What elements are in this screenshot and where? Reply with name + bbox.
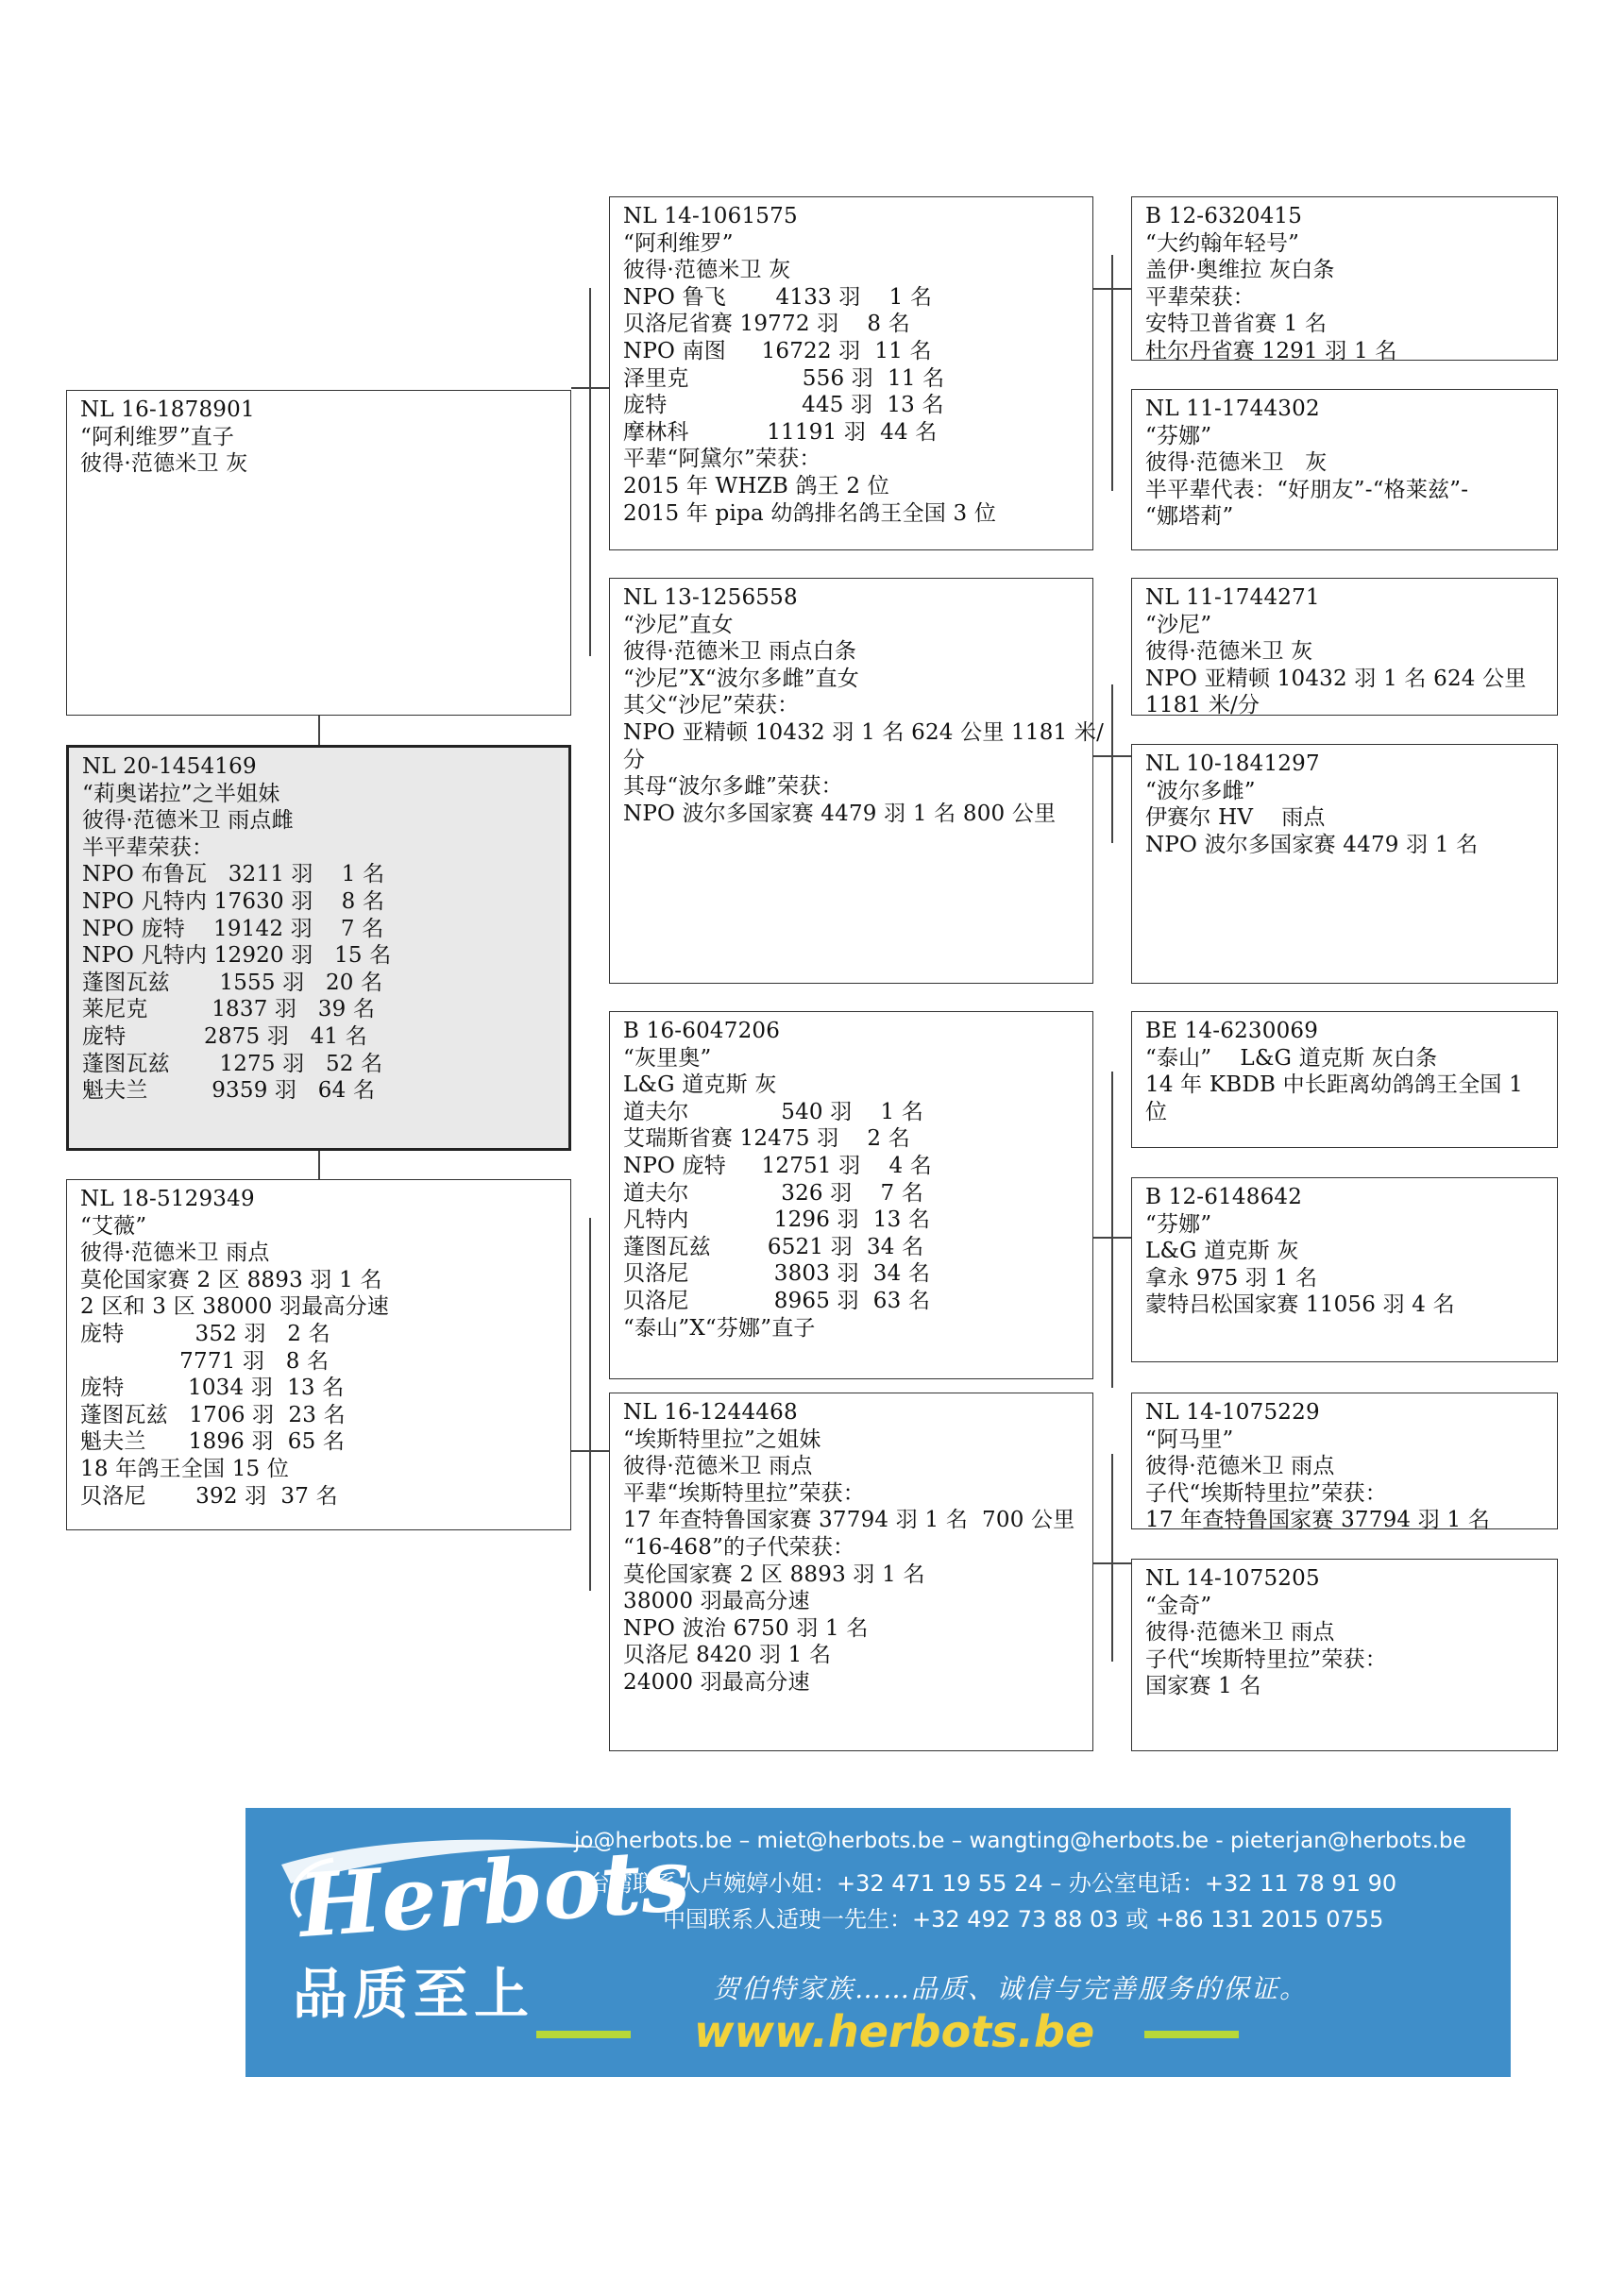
accent-bar-left: [536, 2031, 631, 2038]
dam-line: 2 区和 3 区 38000 羽最高分速: [80, 1294, 389, 1320]
gen3-card: [1131, 1011, 1558, 1148]
connector: [589, 1218, 591, 1591]
accent-bar-right: [1144, 2031, 1239, 2038]
gen2-line: NPO 鲁飞 4133 羽 1 名: [623, 284, 933, 310]
subject-line: “莉奥诺拉”之半姐妹: [82, 781, 280, 806]
gen3-line: 杜尔丹省赛 1291 羽 1 名: [1145, 338, 1397, 363]
gen3-line: 17 年查特鲁国家赛 37794 羽 1 名: [1145, 1508, 1491, 1533]
taiwan-contact: 台湾联系人卢婉婷小姐：+32 471 19 55 24 – 办公室电话：+32 11 78 91 90: [587, 1870, 1397, 1897]
gen2-line: “埃斯特里拉”之姐妹: [623, 1427, 821, 1452]
motto: 贺伯特家族……品质、诚信与完善服务的保证。: [713, 1973, 1309, 2004]
email-line[interactable]: jo@herbots.be – miet@herbots.be – wangting@herbots.be - pieterjan@herbots.be: [574, 1829, 1466, 1853]
gen2-line: “泰山”X“芬娜”直子: [623, 1315, 816, 1341]
gen3-line: NL 10-1841297: [1145, 751, 1320, 776]
gen2-line: NPO 南图 16722 羽 11 名: [623, 338, 932, 363]
subject-card: [66, 745, 571, 1151]
gen2-line: 贝洛尼 8420 羽 1 名: [623, 1643, 832, 1668]
gen3-line: NL 11-1744271: [1145, 585, 1320, 610]
gen2-line: “灰里奥”: [623, 1045, 712, 1071]
dam-line: 莫伦国家赛 2 区 8893 羽 1 名: [80, 1267, 382, 1292]
gen2-line: 其父“沙尼”荣获：: [623, 693, 800, 718]
granddam-maternal-card: [609, 1393, 1093, 1751]
gen3-line: 子代“埃斯特里拉”荣获：: [1145, 1646, 1387, 1672]
subject-line: 半平辈荣获：: [82, 835, 214, 860]
dam-line: “艾薇”: [80, 1213, 147, 1239]
highlight-name: 莉奥诺拉: [93, 781, 181, 806]
connector: [1111, 1454, 1113, 1662]
gen3-line: BE 14-6230069: [1145, 1019, 1319, 1043]
gen2-line: 分: [623, 747, 646, 772]
connector: [318, 715, 320, 745]
connector: [1111, 255, 1113, 491]
gen3-line: 子代“埃斯特里拉”荣获：: [1145, 1480, 1387, 1506]
gen3-line: “芬娜”: [1145, 423, 1212, 448]
subject-line: 庞特 2875 羽 41 名: [82, 1023, 367, 1049]
gen3-card: [1131, 1559, 1558, 1751]
subject-line: 莱尼克 1837 羽 39 名: [82, 997, 376, 1022]
gen2-line: NPO 庞特 12751 羽 4 名: [623, 1153, 932, 1178]
gen2-line: “16-468”的子代荣获：: [623, 1534, 855, 1560]
sire-line: “阿利维罗”直子: [80, 424, 235, 449]
connector: [1111, 1072, 1113, 1388]
gen2-line: “阿利维罗”: [623, 230, 734, 256]
gen3-line: “娜塔莉”: [1145, 504, 1234, 530]
gen3-line: 平辈荣获：: [1145, 284, 1255, 310]
gen2-line: 平辈“埃斯特里拉”荣获：: [623, 1480, 865, 1506]
gen2-line: NL 13-1256558: [623, 585, 798, 610]
subject-line: 彼得·范德米卫 雨点雌: [82, 808, 294, 834]
gen2-line: 庞特 445 羽 13 名: [623, 393, 944, 418]
gen3-line: 半平辈代表：“好朋友”-“格莱兹”-: [1145, 477, 1469, 502]
dam-line: 魁夫兰 1896 羽 65 名: [80, 1429, 346, 1455]
gen3-card: [1131, 1177, 1558, 1362]
gen2-line: 摩林科 11191 羽 44 名: [623, 419, 938, 445]
gen3-line: “大约翰年轻号”: [1145, 230, 1300, 256]
gen2-line: NPO 亚精顿 10432 羽 1 名 624 公里 1181 米/: [623, 719, 1105, 745]
gen3-line: NPO 波尔多国家赛 4479 羽 1 名: [1145, 832, 1479, 857]
slogan: 品质至上: [293, 1962, 535, 2026]
gen3-line: 伊赛尔 HV 雨点: [1145, 805, 1326, 831]
subject-line: NPO 凡特内 12920 羽 15 名: [82, 943, 392, 969]
gen2-line: NL 16-1244468: [623, 1400, 798, 1425]
gen3-line: 蒙特吕松国家赛 11056 羽 4 名: [1145, 1292, 1455, 1318]
gen3-line: “沙尼”: [1145, 612, 1212, 637]
granddam-paternal-card: [609, 578, 1105, 984]
website-link[interactable]: www.herbots.be: [694, 2006, 1095, 2057]
connector: [318, 1151, 320, 1179]
gen2-line: 贝洛尼 8965 羽 63 名: [623, 1288, 931, 1313]
gen3-line: 国家赛 1 名: [1145, 1674, 1261, 1699]
subject-line: NPO 布鲁瓦 3211 羽 1 名: [82, 862, 385, 887]
gen2-line: 彼得·范德米卫 雨点: [623, 1454, 813, 1479]
grandsire-maternal-card: [609, 1011, 1093, 1379]
subject-line: 蓬图瓦兹 1555 羽 20 名: [82, 970, 383, 995]
gen3-line: 彼得·范德米卫 雨点: [1145, 1454, 1335, 1479]
gen3-line: 1181 米/分: [1145, 693, 1260, 718]
dam-line: 贝洛尼 392 羽 37 名: [80, 1483, 338, 1509]
sire-line: 彼得·范德米卫 灰: [80, 451, 248, 477]
dam-line: 彼得·范德米卫 雨点: [80, 1241, 270, 1266]
gen2-line: 其母“波尔多雌”荣获：: [623, 774, 843, 800]
gen3-card: [1131, 744, 1558, 984]
gen2-line: 2015 年 WHZB 鸽王 2 位: [623, 473, 889, 498]
gen2-line: 38000 羽最高分速: [623, 1589, 810, 1614]
connector: [589, 288, 591, 656]
gen3-line: 拿永 975 羽 1 名: [1145, 1265, 1318, 1291]
sire-line: NL 16-1878901: [80, 397, 255, 422]
subject-line: NPO 庞特 19142 羽 7 名: [82, 916, 384, 941]
dam-card: [66, 1179, 571, 1530]
gen3-card: [1131, 1393, 1558, 1533]
gen2-line: NPO 波尔多国家赛 4479 羽 1 名 800 公里: [623, 801, 1057, 826]
gen3-line: 彼得·范德米卫 灰: [1145, 639, 1313, 665]
gen3-line: 彼得·范德米卫 灰: [1145, 450, 1328, 476]
gen2-line: “沙尼”X“波尔多雌”直女: [623, 666, 860, 691]
gen2-line: 蓬图瓦兹 6521 羽 34 名: [623, 1234, 924, 1259]
china-contact: 中国联系人适㻀一先生：+32 492 73 88 03 或 +86 131 2015 0755: [663, 1906, 1384, 1933]
gen2-line: 17 年查特鲁国家赛 37794 羽 1 名 700 公里: [623, 1508, 1075, 1533]
sire-card: [66, 390, 571, 716]
subject-line: 蓬图瓦兹 1275 羽 52 名: [82, 1051, 383, 1076]
gen2-line: 平辈“阿黛尔”荣获：: [623, 447, 821, 472]
gen2-line: 贝洛尼省赛 19772 羽 8 名: [623, 312, 910, 337]
gen3-line: NL 14-1075229: [1145, 1400, 1320, 1425]
gen3-card: [1131, 578, 1558, 716]
gen2-line: NPO 波治 6750 羽 1 名: [623, 1615, 869, 1641]
gen3-line: 彼得·范德米卫 雨点: [1145, 1620, 1335, 1646]
grandsire-paternal-card: [609, 196, 1093, 550]
gen2-line: 彼得·范德米卫 雨点白条: [623, 639, 857, 665]
dam-line: 庞特 1034 羽 13 名: [80, 1376, 345, 1401]
gen3-line: “阿马里”: [1145, 1427, 1234, 1452]
gen2-line: 凡特内 1296 羽 13 名: [623, 1207, 931, 1233]
gen3-card: [1131, 196, 1558, 361]
gen2-line: NL 14-1061575: [623, 204, 798, 228]
dam-line: NL 18-5129349: [80, 1187, 255, 1211]
gen3-line: “泰山” L&G 道克斯 灰白条: [1145, 1045, 1438, 1071]
gen2-line: 艾瑞斯省赛 12475 羽 2 名: [623, 1126, 910, 1152]
gen2-line: 道夫尔 540 羽 1 名: [623, 1099, 924, 1124]
gen3-line: 位: [1145, 1099, 1168, 1124]
gen3-line: 安特卫普省赛 1 名: [1145, 312, 1328, 337]
dam-line: 庞特 352 羽 2 名: [80, 1321, 330, 1346]
gen3-line: NPO 亚精顿 10432 羽 1 名 624 公里: [1145, 666, 1527, 691]
gen3-line: “芬娜”: [1145, 1211, 1212, 1237]
gen3-line: “金奇”: [1145, 1593, 1212, 1618]
gen2-line: 2015 年 pipa 幼鸽排名鸽王全国 3 位: [623, 500, 997, 526]
dam-line: 18 年鸽王全国 15 位: [80, 1456, 290, 1481]
gen3-line: B 12-6320415: [1145, 204, 1303, 228]
gen3-line: B 12-6148642: [1145, 1185, 1303, 1209]
gen3-line: L&G 道克斯 灰: [1145, 1239, 1299, 1264]
gen3-line: 14 年 KBDB 中长距离幼鸽鸽王全国 1: [1145, 1072, 1523, 1098]
subject-line: NPO 凡特内 17630 羽 8 名: [82, 888, 385, 914]
gen2-line: 道夫尔 326 羽 7 名: [623, 1180, 924, 1206]
gen2-line: B 16-6047206: [623, 1019, 781, 1043]
subject-ring-number: NL 20-1454169: [82, 754, 257, 779]
gen3-line: NL 11-1744302: [1145, 397, 1320, 421]
footer-banner: [245, 1808, 1511, 2077]
gen3-line: “波尔多雌”: [1145, 778, 1256, 803]
brand-name: Herbots: [296, 1828, 693, 1958]
gen2-line: L&G 道克斯 灰: [623, 1072, 777, 1098]
connector: [1111, 684, 1113, 843]
subject-line: 魁夫兰 9359 羽 64 名: [82, 1078, 376, 1104]
gen3-card: [1131, 389, 1558, 550]
dam-line: 7771 羽 8 名: [80, 1348, 330, 1374]
gen3-line: 盖伊·奥维拉 灰白条: [1145, 258, 1335, 283]
gen2-line: 泽里克 556 羽 11 名: [623, 365, 945, 391]
gen2-line: 贝洛尼 3803 羽 34 名: [623, 1261, 931, 1287]
gen2-line: 莫伦国家赛 2 区 8893 羽 1 名: [623, 1562, 925, 1587]
gen2-line: “沙尼”直女: [623, 612, 734, 637]
dam-line: 蓬图瓦兹 1706 羽 23 名: [80, 1402, 346, 1427]
gen2-line: 24000 羽最高分速: [623, 1669, 810, 1695]
gen3-line: NL 14-1075205: [1145, 1566, 1320, 1591]
gen2-line: 彼得·范德米卫 灰: [623, 258, 791, 283]
